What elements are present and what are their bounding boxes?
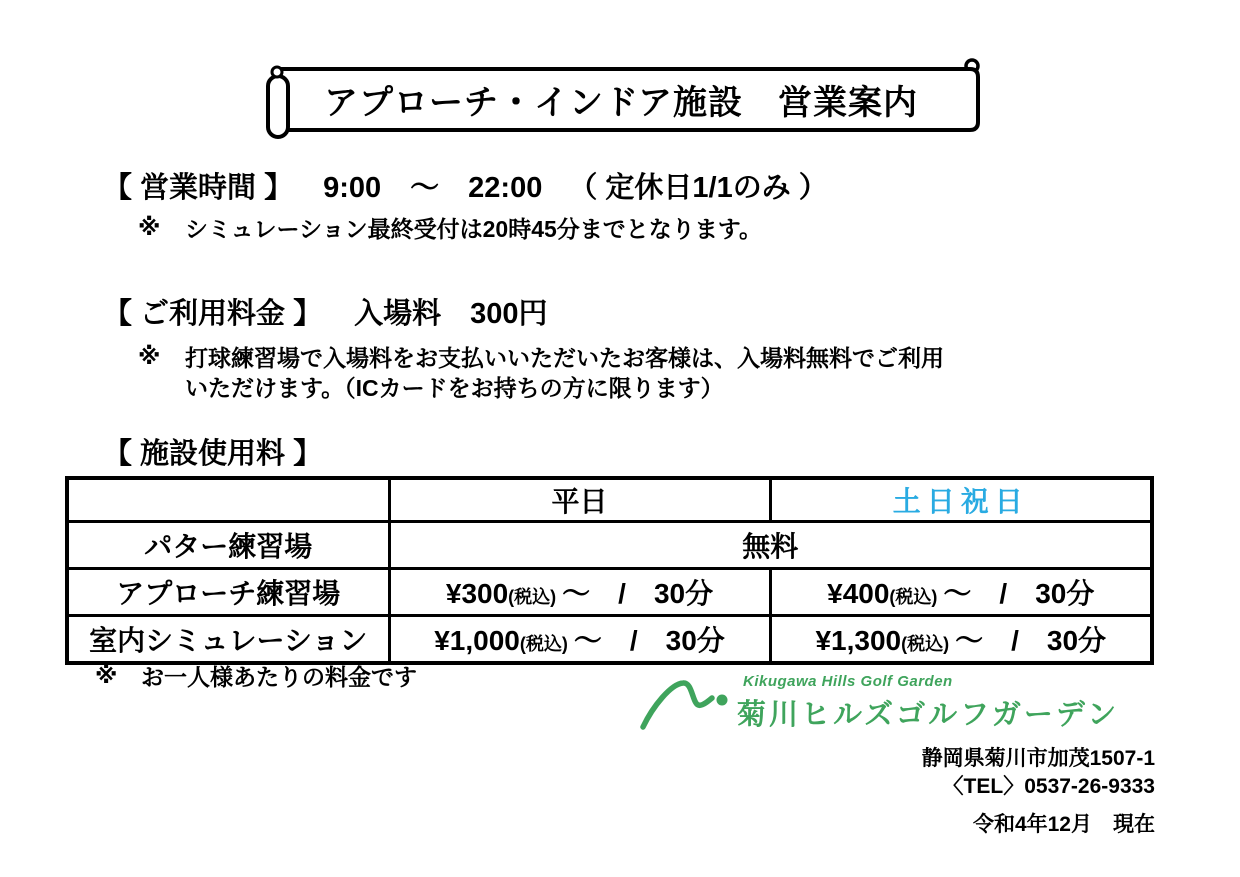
price-suffix: ～ / 30分: [955, 625, 1107, 656]
price-suffix: ～ / 30分: [562, 578, 714, 609]
price-suffix: ～ / 30分: [943, 578, 1095, 609]
note-text: シミュレーション最終受付は20時45分までとなります。: [185, 216, 762, 242]
price-amount: ¥300: [445, 578, 509, 609]
table-header-row: [67, 478, 1152, 522]
table-row: [67, 569, 1152, 616]
price-suffix: ～ / 30分: [573, 625, 725, 656]
weekday-price-cell: [389, 616, 770, 664]
merged-free-cell: 無料: [389, 522, 1152, 569]
weekend-price-cell: [770, 616, 1152, 664]
usage-fee-line: [103, 291, 548, 332]
simulation-deadline-note: [138, 214, 762, 244]
note-mark: ※: [138, 343, 161, 369]
tax-included-label: (税込): [508, 587, 557, 607]
footer-contact-block: [922, 745, 1155, 839]
note-text: お一人様あたりの料金です: [141, 664, 417, 690]
tax-included-label: (税込): [889, 587, 938, 607]
table-row: [67, 616, 1152, 664]
golf-ball-dot: [717, 695, 728, 706]
business-hours-value: 9:00 ～ 22:00: [323, 172, 543, 204]
admission-free-note: [138, 343, 944, 403]
note-line-2: いただけます。（ICカードをお持ちの方に限ります）: [185, 375, 724, 401]
table-row: [67, 522, 1152, 569]
note-mark: ※: [95, 662, 118, 688]
page-title: アプローチ・インドア施設 営業案内: [324, 84, 918, 122]
logo-name-jp: 菊川ヒルズゴルフガーデン: [737, 699, 1120, 731]
admission-fee-value: 入場料 300円: [354, 298, 548, 330]
kikugawa-hills-logo: [640, 670, 1155, 734]
logo-name-en: Kikugawa Hills Golf Garden: [743, 673, 953, 690]
tax-included-label: (税込): [519, 634, 568, 654]
closed-days-note: （ 定休日1/1のみ ）: [568, 172, 828, 204]
col-header-weekend: 土日祝日: [770, 478, 1152, 522]
weekend-price-cell: [770, 569, 1152, 616]
col-header-empty: [67, 478, 389, 522]
weekday-price-cell: [389, 569, 770, 616]
usage-fee-heading: 【 ご利用料金 】: [103, 298, 323, 330]
business-hours-line: [103, 165, 828, 206]
col-header-weekday: 平日: [389, 478, 770, 522]
per-person-note: [95, 662, 417, 692]
note-mark: ※: [138, 214, 161, 240]
business-hours-heading: 【 営業時間 】: [103, 172, 294, 204]
price-amount: ¥400: [827, 578, 890, 609]
row-label: 室内シミュレーション: [67, 616, 389, 664]
facility-fee-heading: 【 施設使用料 】: [103, 438, 323, 470]
golf-hill-swoosh-icon: [640, 672, 740, 730]
address-line: 静岡県菊川市加茂1507-1: [921, 747, 1155, 770]
price-amount: ¥1,300: [815, 625, 902, 656]
row-label: パター練習場: [67, 522, 389, 569]
tax-included-label: (税込): [901, 634, 950, 654]
facility-fee-table: [65, 476, 1154, 665]
note-line-1: 打球練習場で入場料をお支払いいただいたお客様は、入場料無料でご利用: [185, 345, 944, 371]
note-text: [185, 343, 944, 403]
price-amount: ¥1,000: [434, 625, 520, 656]
as-of-date: 令和4年12月 現在: [972, 813, 1155, 836]
row-label: アプローチ練習場: [67, 569, 389, 616]
tel-line: 〈TEL〉0537-26-9333: [942, 775, 1155, 798]
